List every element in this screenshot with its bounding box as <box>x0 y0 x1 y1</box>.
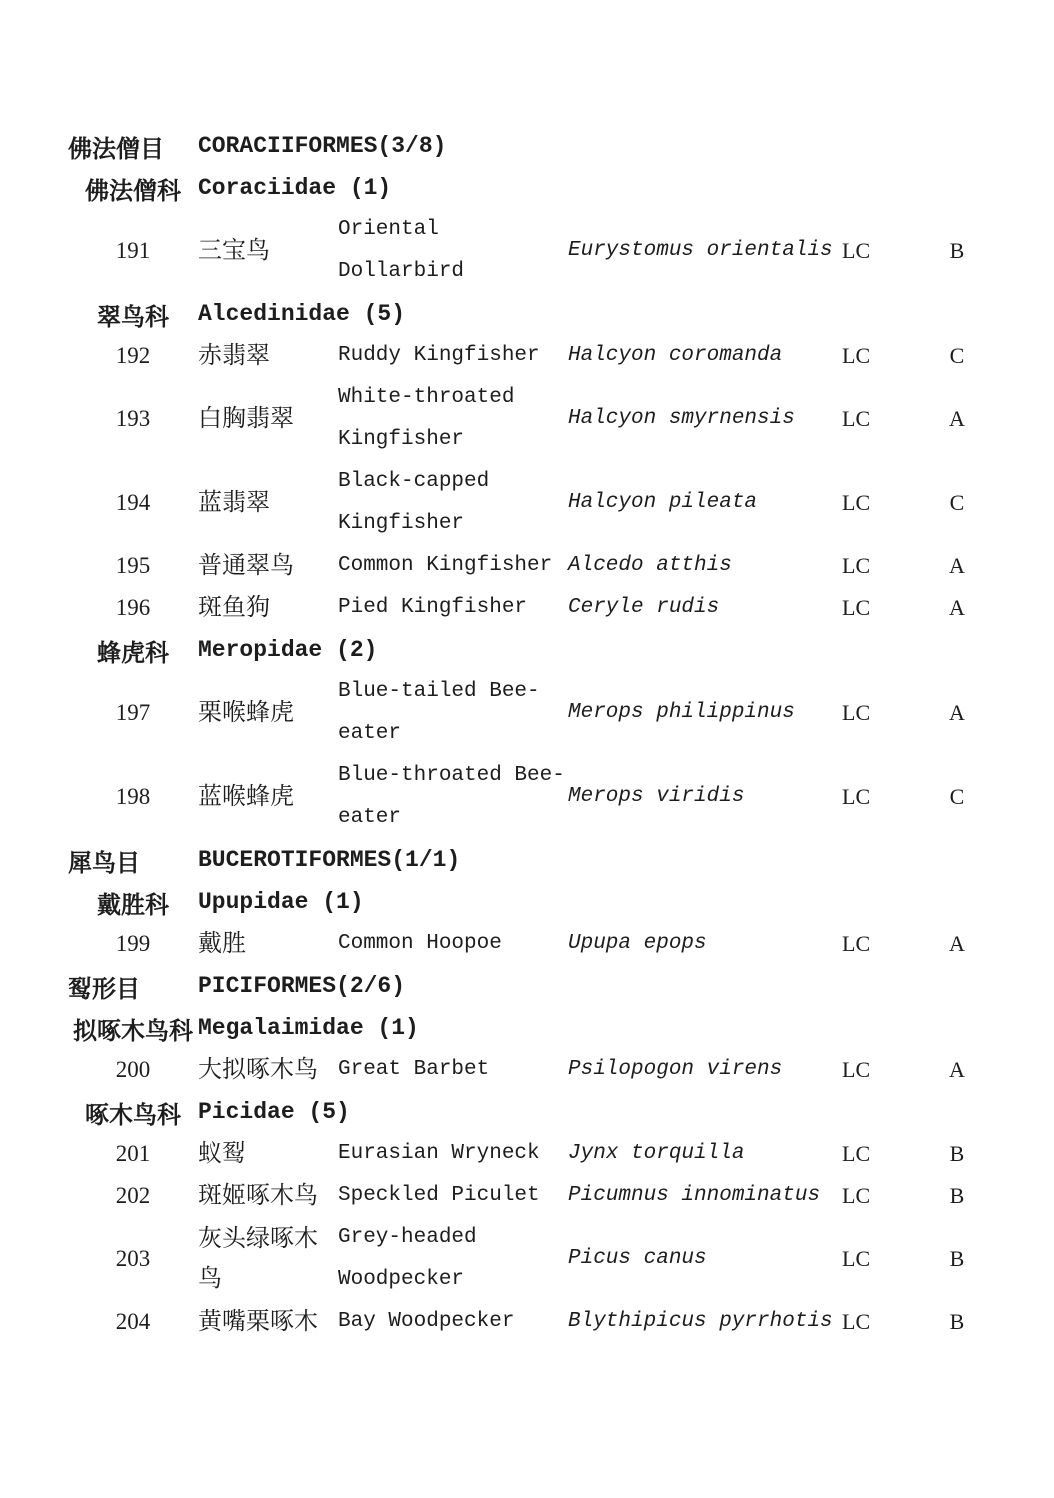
iucn-status: LC <box>842 595 871 620</box>
chinese-name: 赤翡翠 <box>198 342 270 369</box>
category-code: C <box>949 490 965 515</box>
scientific-name: Halcyon coromanda <box>568 344 783 367</box>
family-chinese-name: 戴胜科 <box>97 891 169 919</box>
order-latin-name: CORACIIFORMES(3/8) <box>198 133 447 159</box>
chinese-name: 普通翠鸟 <box>198 552 294 579</box>
order-row <box>68 965 1054 1007</box>
scientific-name: Eurystomus orientalis <box>568 239 833 262</box>
category-code: A <box>949 595 965 620</box>
category-code: B <box>949 1246 965 1271</box>
species-row <box>68 461 1054 545</box>
english-name: Blue-tailed Bee-eater <box>338 680 540 745</box>
scientific-name: Halcyon smyrnensis <box>568 407 795 430</box>
iucn-status: LC <box>842 700 871 725</box>
species-row <box>68 1049 1054 1091</box>
family-latin-name: Alcedinidae (5) <box>198 301 406 327</box>
family-latin-name: Megalaimidae (1) <box>198 1015 419 1041</box>
family-chinese-name: 蜂虎科 <box>97 639 169 667</box>
english-name: Blue-throated Bee-eater <box>338 764 565 829</box>
category-code: B <box>949 1141 965 1166</box>
category-code: B <box>949 238 965 263</box>
iucn-status: LC <box>842 406 871 431</box>
iucn-status: LC <box>842 931 871 956</box>
english-name: Common Kingfisher <box>338 554 553 577</box>
english-name: Speckled Piculet <box>338 1184 540 1207</box>
species-row <box>68 671 1054 755</box>
order-latin-name: PICIFORMES(2/6) <box>198 973 406 999</box>
scientific-name: Jynx torquilla <box>568 1142 745 1165</box>
family-latin-name: Meropidae (2) <box>198 637 378 663</box>
family-chinese-name: 啄木鸟科 <box>85 1101 181 1129</box>
family-row <box>68 293 1054 335</box>
species-row <box>68 545 1054 587</box>
chinese-name: 戴胜 <box>198 930 246 957</box>
iucn-status: LC <box>842 1183 871 1208</box>
chinese-name: 斑姬啄木鸟 <box>198 1182 318 1209</box>
species-row <box>68 1301 1054 1343</box>
family-latin-name: Upupidae (1) <box>198 889 364 915</box>
species-number: 204 <box>115 1309 151 1334</box>
english-name: Ruddy Kingfisher <box>338 344 540 367</box>
family-row <box>68 881 1054 923</box>
chinese-name: 蓝翡翠 <box>198 489 270 516</box>
chinese-name: 三宝鸟 <box>198 237 270 264</box>
species-number: 197 <box>115 700 151 725</box>
species-number: 195 <box>115 553 151 578</box>
chinese-name: 黄嘴栗啄木 <box>198 1308 318 1335</box>
iucn-status: LC <box>842 238 871 263</box>
english-name: Great Barbet <box>338 1058 490 1081</box>
species-row <box>68 1133 1054 1175</box>
scientific-name: Picus canus <box>568 1247 707 1270</box>
iucn-status: LC <box>842 1246 871 1271</box>
species-row <box>68 755 1054 839</box>
order-chinese-name: 犀鸟目 <box>68 849 140 877</box>
family-row <box>68 167 1054 209</box>
chinese-name: 斑鱼狗 <box>198 594 270 621</box>
category-code: C <box>949 784 965 809</box>
family-chinese-name: 翠鸟科 <box>97 303 169 331</box>
english-name: Eurasian Wryneck <box>338 1142 540 1165</box>
family-latin-name: Coraciidae (1) <box>198 175 392 201</box>
species-number: 193 <box>115 406 151 431</box>
chinese-name: 蚁䴕 <box>198 1140 246 1167</box>
order-chinese-name: 佛法僧目 <box>68 135 164 163</box>
scientific-name: Upupa epops <box>568 932 707 955</box>
family-row <box>68 1007 1054 1049</box>
english-name: Black-capped Kingfisher <box>338 470 490 535</box>
english-name: Grey-headed Woodpecker <box>338 1226 477 1291</box>
scientific-name: Psilopogon virens <box>568 1058 783 1081</box>
category-code: A <box>949 700 965 725</box>
species-row <box>68 1175 1054 1217</box>
species-number: 201 <box>115 1141 151 1166</box>
iucn-status: LC <box>842 1141 871 1166</box>
iucn-status: LC <box>842 784 871 809</box>
family-chinese-name: 佛法僧科 <box>85 177 181 205</box>
order-chinese-name: 䴕形目 <box>68 975 140 1003</box>
iucn-status: LC <box>842 343 871 368</box>
family-row <box>68 629 1054 671</box>
english-name: White-throated Kingfisher <box>338 386 515 451</box>
species-number: 200 <box>115 1057 151 1082</box>
order-row <box>68 839 1054 881</box>
english-name: Oriental Dollarbird <box>338 218 465 283</box>
species-row <box>68 335 1054 377</box>
category-code: A <box>949 1057 965 1082</box>
category-code: A <box>949 553 965 578</box>
scientific-name: Merops viridis <box>568 785 745 808</box>
order-row <box>68 125 1054 167</box>
species-number: 202 <box>115 1183 151 1208</box>
species-number: 194 <box>115 490 151 515</box>
chinese-name: 栗喉蜂虎 <box>198 699 294 726</box>
category-code: B <box>949 1309 965 1334</box>
category-code: B <box>949 1183 965 1208</box>
species-number: 196 <box>115 595 151 620</box>
english-name: Bay Woodpecker <box>338 1310 515 1333</box>
species-number: 203 <box>115 1246 151 1271</box>
species-number: 198 <box>115 784 151 809</box>
chinese-name: 大拟啄木鸟 <box>198 1056 318 1083</box>
iucn-status: LC <box>842 1309 871 1334</box>
iucn-status: LC <box>842 490 871 515</box>
scientific-name: Picumnus innominatus <box>568 1184 821 1207</box>
chinese-name: 白胸翡翠 <box>198 405 294 432</box>
scientific-name: Alcedo atthis <box>568 554 732 577</box>
category-code: A <box>949 406 965 431</box>
scientific-name: Blythipicus pyrrhotis <box>568 1310 833 1333</box>
category-code: A <box>949 931 965 956</box>
scientific-name: Halcyon pileata <box>568 491 758 514</box>
family-latin-name: Picidae (5) <box>198 1099 350 1125</box>
species-row <box>68 1217 1054 1301</box>
scientific-name: Merops philippinus <box>568 701 795 724</box>
iucn-status: LC <box>842 1057 871 1082</box>
english-name: Common Hoopoe <box>338 932 502 955</box>
order-latin-name: BUCEROTIFORMES(1/1) <box>198 847 461 873</box>
scientific-name: Ceryle rudis <box>568 596 720 619</box>
species-row <box>68 587 1054 629</box>
species-number: 192 <box>115 343 151 368</box>
chinese-name: 灰头绿啄木鸟 <box>198 1225 318 1292</box>
species-number: 191 <box>115 238 151 263</box>
species-row <box>68 209 1054 293</box>
species-number: 199 <box>115 931 151 956</box>
species-row <box>68 377 1054 461</box>
family-chinese-name: 拟啄木鸟科 <box>73 1017 193 1045</box>
chinese-name: 蓝喉蜂虎 <box>198 783 294 810</box>
english-name: Pied Kingfisher <box>338 596 528 619</box>
species-row <box>68 923 1054 965</box>
iucn-status: LC <box>842 553 871 578</box>
category-code: C <box>949 343 965 368</box>
family-row <box>68 1091 1054 1133</box>
